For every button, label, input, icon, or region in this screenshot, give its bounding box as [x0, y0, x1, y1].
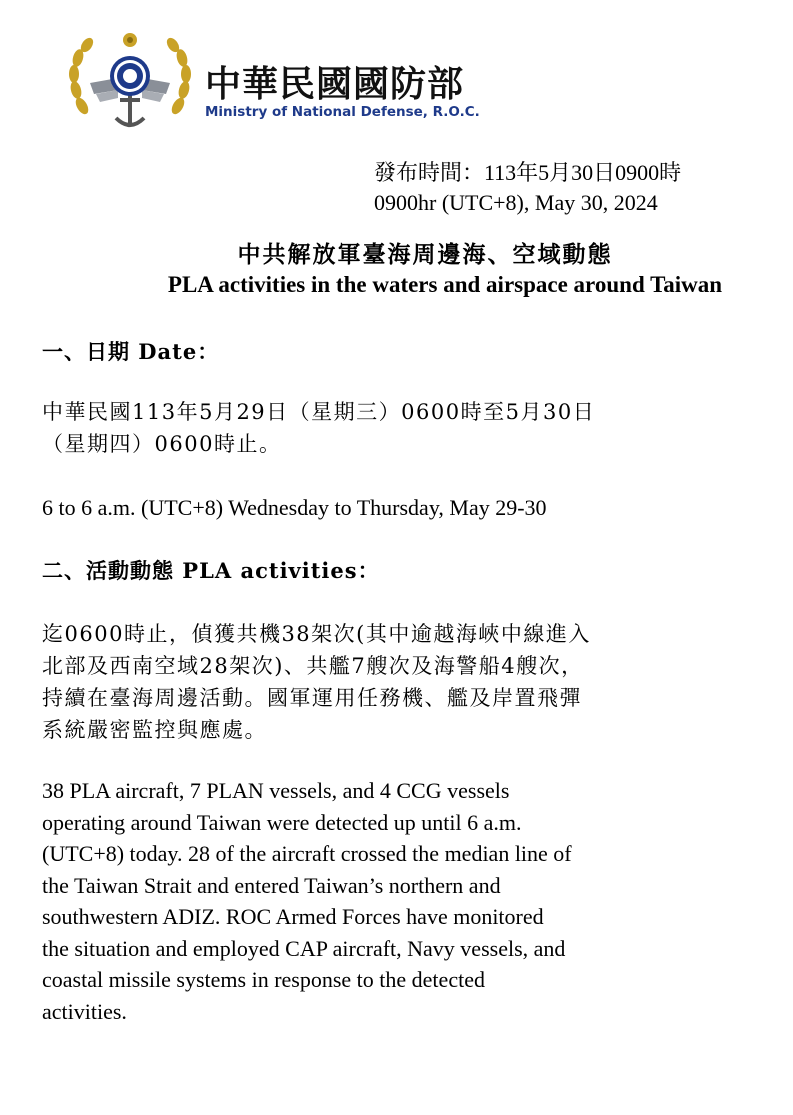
section-date-heading: [42, 336, 762, 366]
paragraph-line: （星期四）0600時止。: [42, 432, 282, 456]
title-en: PLA activities in the waters and airspace around Taiwan: [167, 272, 723, 297]
paragraph-line: 38 PLA aircraft, 7 PLAN vessels, and 4 CCG vessels: [42, 778, 510, 803]
org-name-en: Ministry of National Defense, R.O.C.: [205, 104, 480, 120]
release-time-en: 0900hr (UTC+8), May 30, 2024: [374, 190, 658, 215]
paragraph-line: 系統嚴密監控與應處。: [42, 718, 267, 742]
paragraph-line: operating around Taiwan were detected up until 6 a.m.: [42, 809, 522, 835]
release-time-cn: 發布時間：113年5月30日0900時: [374, 160, 682, 185]
org-name-cn: 中華民國國防部: [205, 64, 465, 105]
paragraph-line: 北部及西南空域28架次)、共艦7艘次及海警船4艘次，: [42, 654, 584, 678]
paragraph-line: 中華民國113年5月29日（星期三）0600時至5月30日: [42, 400, 596, 424]
paragraph-line: 持續在臺海周邊活動。國軍運用任務機、艦及岸置飛彈: [42, 686, 582, 710]
paragraph-line: southwestern ADIZ. ROC Armed Forces have monitored: [42, 904, 544, 929]
paragraph-line: the situation and employed CAP aircraft, Navy vessels, and: [42, 935, 566, 961]
section-heading: 二、活動動態 PLA activities：: [42, 558, 380, 583]
paragraph-line: (UTC+8) today. 28 of the aircraft crossed the median line of: [42, 841, 572, 866]
paragraph-line: activities.: [42, 998, 127, 1024]
section-heading: 一、日期 Date：: [42, 339, 220, 364]
section-date-cn: [42, 396, 762, 460]
section-activities-heading: [42, 555, 762, 585]
header: [60, 28, 520, 138]
paragraph-line: the Taiwan Strait and entered Taiwan’s northern and: [42, 872, 501, 898]
document-title: [40, 240, 780, 300]
section-date-en: [42, 492, 762, 524]
section-activities-cn: [42, 618, 762, 746]
paragraph-line: 6 to 6 a.m. (UTC+8) Wednesday to Thursday, May 29-30: [42, 495, 547, 520]
release-time: [374, 158, 681, 218]
paragraph-line: 迄0600時止，偵獲共機38架次(其中逾越海峽中線進入: [42, 622, 591, 646]
section-activities-en: [42, 775, 762, 1027]
mnd-emblem-icon: [60, 28, 200, 138]
title-cn: 中共解放軍臺海周邊海、空域動態: [237, 241, 613, 268]
paragraph-line: coastal missile systems in response to the detected: [42, 967, 485, 992]
